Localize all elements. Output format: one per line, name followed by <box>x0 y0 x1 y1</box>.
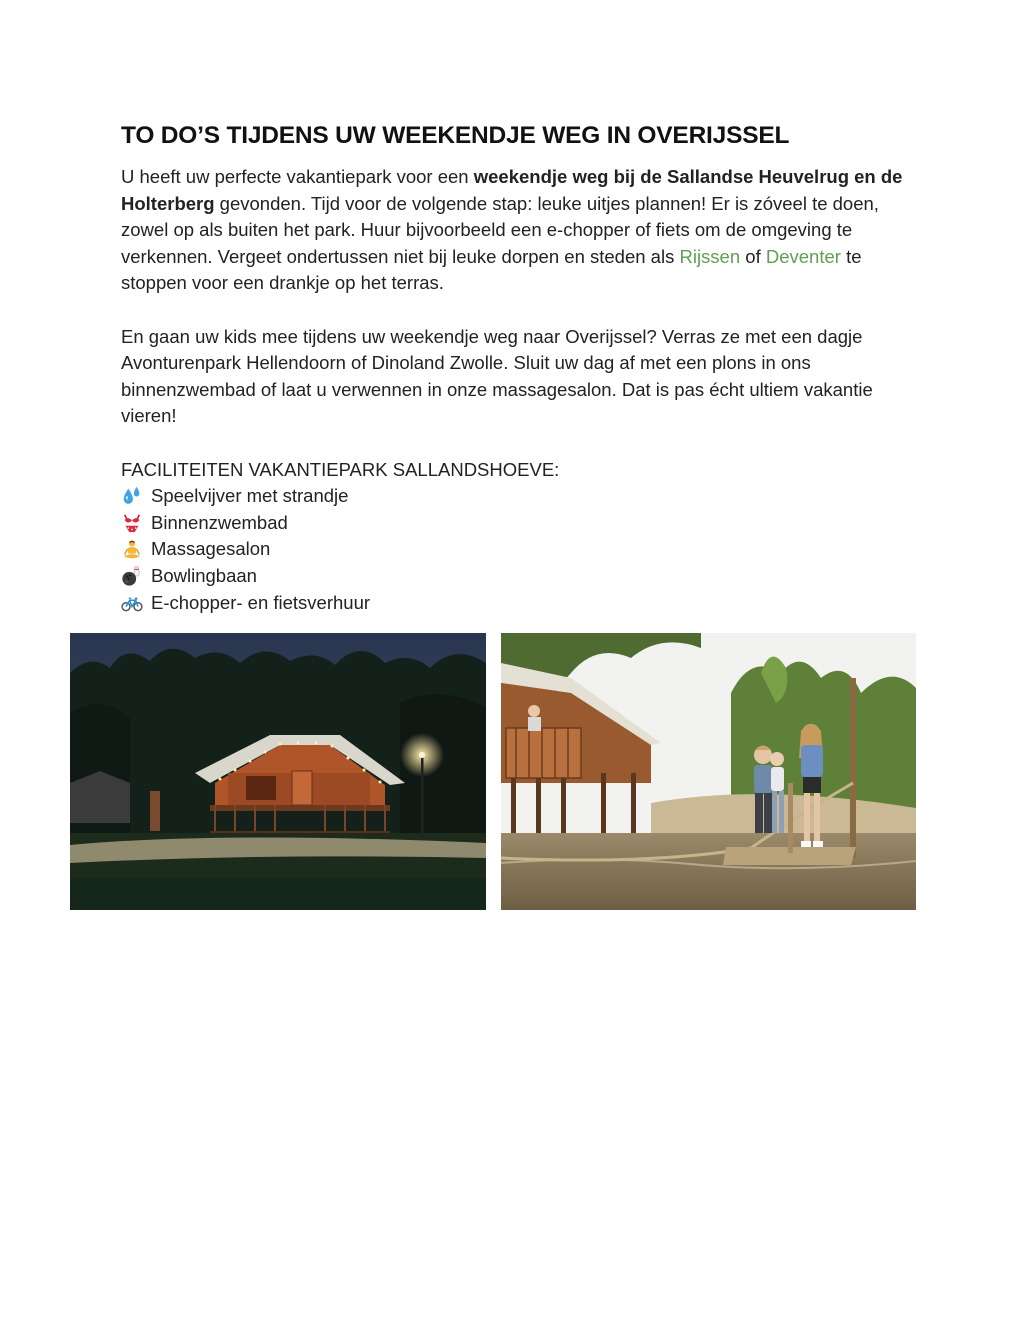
bikini-icon <box>121 512 143 534</box>
list-item <box>121 563 911 590</box>
article <box>121 120 911 616</box>
spacer <box>121 430 911 457</box>
intro-text-3: of <box>740 245 766 267</box>
list-item <box>121 590 911 617</box>
list-item <box>121 536 911 563</box>
spacer <box>121 297 911 324</box>
facility-label: Massagesalon <box>151 538 271 560</box>
list-item <box>121 510 911 537</box>
facility-label: Bowlingbaan <box>151 564 257 586</box>
link-rijssen[interactable]: Rijssen <box>679 245 741 267</box>
intro-text-2: gevonden. Tijd voor de volgende stap: leuke uitjes plannen! Er is zóveel te doen, zowel op als buiten het park. Huur bijvoorbeeld een e-chopper of fiets om de omgeving te verkennen. Vergeet ondertussen niet bij leuke dorpen en steden als <box>121 192 879 267</box>
kids-paragraph: En gaan uw kids mee tijdens uw weekendje weg naar Overijssel? Verras ze met een dagje Avonturenpark Hellendoorn of Dinoland Zwolle. Sluit uw dag af met een plons in ons binnenzwembad of laat u verwennen in onze massagesalon. Dat is pas écht ultiem vakantie vieren! <box>121 325 873 427</box>
facility-label: E-chopper- en fietsverhuur <box>151 591 371 613</box>
bowling-icon <box>121 565 143 587</box>
link-deventer[interactable]: Deventer <box>765 245 841 267</box>
kids-on-raft-photo <box>501 633 916 910</box>
page-title: TO DO’S TIJDENS UW WEEKENDJE WEG IN OVERIJSSEL <box>121 122 790 149</box>
intro-bold-text: weekendje weg bij de Sallandse Heuvelrug en de Holterberg <box>121 166 903 214</box>
bicycle-icon <box>121 592 143 614</box>
facilities-list <box>121 483 911 616</box>
sweat-droplets-icon <box>121 485 143 507</box>
facility-label: Binnenzwembad <box>151 511 288 533</box>
list-item <box>121 483 911 510</box>
facilities-heading: FACILITEITEN VAKANTIEPARK SALLANDSHOEVE: <box>121 458 560 480</box>
intro-text-4: te stoppen voor een drankje op het terras. <box>121 245 862 294</box>
meditating-person-icon <box>121 539 143 561</box>
intro-paragraph <box>121 164 911 297</box>
facility-label: Speelvijver met strandje <box>151 485 349 507</box>
safari-tent-evening-photo <box>70 633 486 910</box>
intro-text-1: U heeft uw perfecte vakantiepark voor een <box>121 166 474 187</box>
